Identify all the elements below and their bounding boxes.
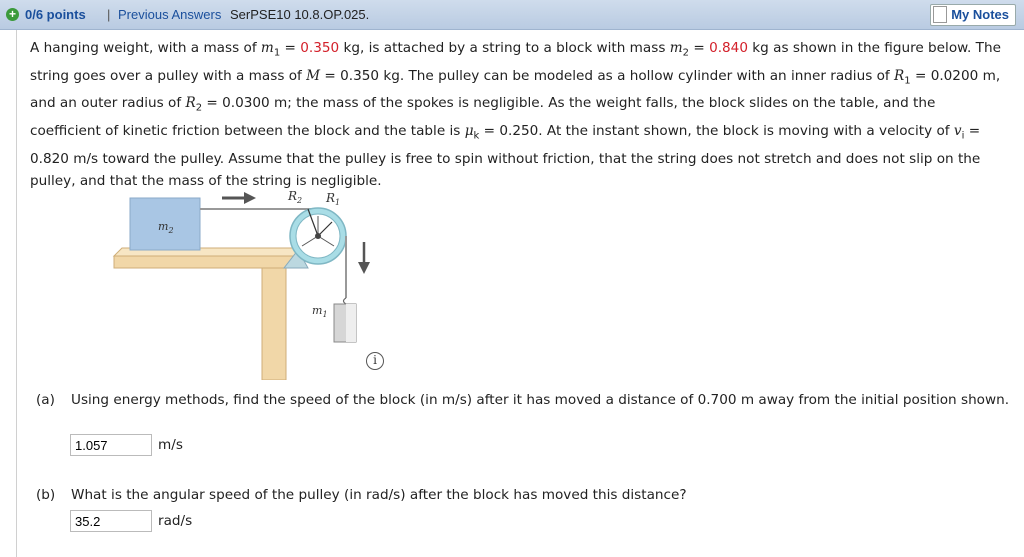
left-rule: [16, 30, 17, 557]
points-score: 0/6 points: [25, 7, 86, 22]
problem-statement: [30, 37, 1002, 192]
my-notes-label: My Notes: [951, 7, 1009, 22]
pulley-axle: [315, 233, 321, 239]
var-sub: 1: [904, 75, 911, 87]
notes-icon: [933, 6, 947, 23]
header-bar: [0, 0, 1024, 30]
weight-label: $m_1$: [312, 304, 328, 319]
var-sub: 2: [195, 103, 203, 115]
var-sub: 2: [682, 47, 690, 59]
part-b-answer-input[interactable]: [70, 510, 152, 532]
m2-value: 0.840: [709, 40, 748, 56]
var-m: m: [260, 40, 274, 56]
m1-value: 0.350: [300, 40, 340, 56]
var-sub: 1: [273, 47, 281, 59]
part-b-tag: (b): [36, 487, 56, 503]
problem-text: = 0.0300 m; the mass of the spokes is negligible. As the weight falls, the block slides on the table, and the coefficient of kinetic friction between the block and the table is: [30, 95, 936, 140]
part-b-question: What is the angular speed of the pulley (in rad/s) after the block has moved this distance?: [71, 487, 687, 503]
down-arrow-head: [358, 262, 370, 274]
part-a-question: Using energy methods, find the speed of the block (in m/s) after it has moved a distance of 0.700 m away from the initial position shown.: [71, 392, 1010, 408]
pulley-figure: [112, 180, 402, 380]
weight-highlight: [346, 304, 356, 342]
info-icon[interactable]: i: [366, 352, 384, 370]
r2-label: $R_2$: [288, 189, 303, 205]
previous-answers-link[interactable]: Previous Answers: [118, 7, 222, 22]
problem-text: = 0.350 kg. The pulley can be modeled as a hollow cylinder with an inner radius of: [320, 67, 895, 84]
var-mu: μ: [464, 123, 474, 140]
r1-label: $R_1$: [326, 191, 341, 207]
problem-text: A hanging weight, with a mass of: [30, 40, 261, 56]
part-b-unit: rad/s: [158, 513, 193, 529]
part-a-answer-input[interactable]: [70, 434, 152, 456]
problem-text: =: [280, 40, 301, 56]
my-notes-button[interactable]: [930, 4, 1016, 26]
var-sub: i: [961, 130, 965, 142]
problem-text: kg, is attached by a string to a block with mass: [339, 40, 670, 56]
problem-text: = 0.0200 m, and an outer radius of: [30, 67, 1001, 112]
part-a-unit: m/s: [158, 437, 183, 453]
block-label: $m_2$: [158, 220, 174, 235]
var-v: v: [953, 123, 962, 140]
problem-text: = 0.250. At the instant shown, the block is moving with a velocity of: [479, 123, 954, 140]
problem-text: kg as shown in the figure below. The string goes over a pulley with a mass of: [30, 40, 1001, 84]
velocity-arrow-head: [244, 192, 256, 204]
part-a-tag: (a): [36, 392, 55, 408]
var-R: R: [185, 95, 196, 112]
header-separator: |: [107, 7, 111, 22]
problem-id: SerPSE10 10.8.OP.025.: [230, 7, 370, 22]
var-m: m: [669, 40, 683, 56]
problem-text: = 0.820 m/s toward the pulley. Assume that the pulley is free to spin without friction, that the string does not stretch and does not slip on the pulley, and that the mass of the string is negligible.: [30, 123, 981, 189]
table-leg: [262, 268, 286, 380]
var-sub: k: [473, 130, 480, 142]
var-M: M: [306, 67, 321, 84]
table-top: [114, 256, 294, 268]
problem-text: =: [689, 40, 710, 56]
var-R: R: [894, 67, 905, 84]
expand-plus-icon[interactable]: +: [6, 8, 19, 21]
